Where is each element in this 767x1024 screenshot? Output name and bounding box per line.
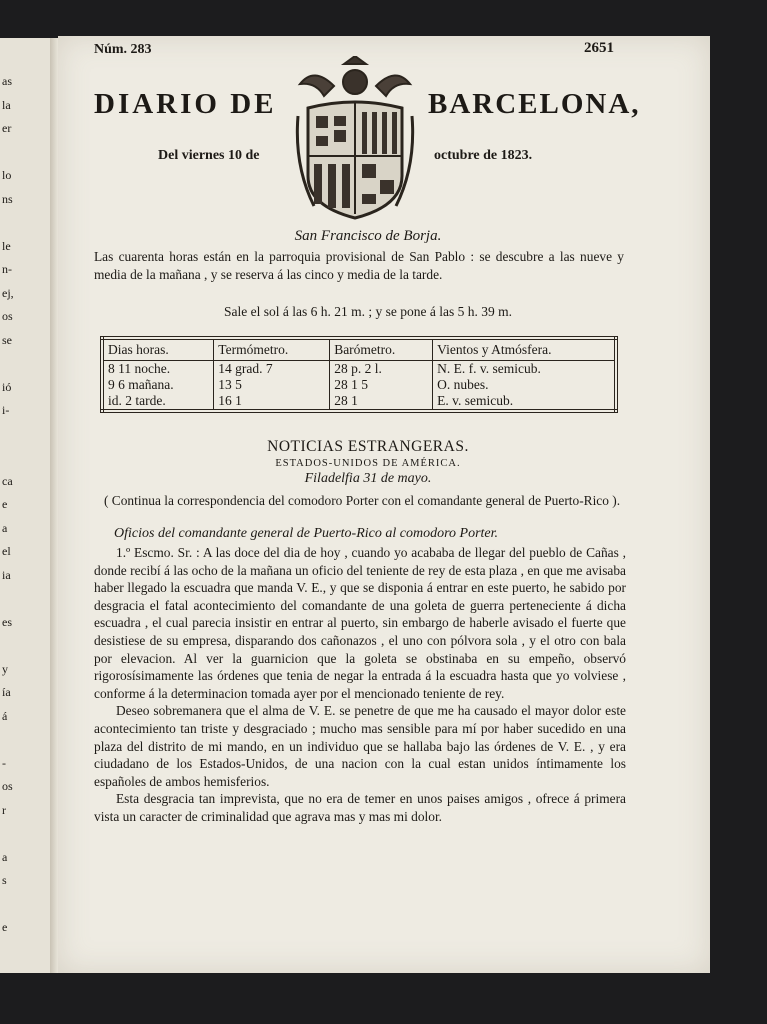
coat-of-arms-emblem	[294, 56, 416, 226]
article-paragraph: 1.º Escmo. Sr. : A las doce del dia de hoy , cuando yo acababa de llegar del pueblo de Cañas , donde recibí á las ocho de la mañana un oficio del teniente de rey de esta plaza , en que me avisaba haber llegado la escuadra que manda V. E., y que se disponia á entrar en este puerto, he sabido por desgracia el fatal acontecimiento del comandante de una goleta de guerra perteneciente á dicha escuadra , el cual parecia insistir en entrar al puerto, sin embargo de haberle avisado el fuerte que desistiese de su empresa, disparando dos cañonazos , el uno con pólvora sola , y el otro con bala por elevacion. Al ver la guarnicion que la goleta se obstinaba en su empeño, observó rigorosísimamente las órdenes que tenia de negar la entrada á la escuadra hasta que yo volviese , conforme á la determinacion tomada ayer por el mencionado teniente de rey.	[94, 545, 626, 701]
left-page-text-fragment: n-	[2, 262, 12, 276]
weather-col-winds: Vientos y Atmósfera.	[433, 338, 616, 361]
left-page-text-fragment: le	[2, 238, 11, 253]
left-page-text-fragment: e	[2, 920, 8, 934]
left-page-text-fragment: r	[2, 802, 6, 817]
date-line-right: octubre de 1823.	[434, 148, 533, 163]
table-cell: O. nubes.	[437, 377, 489, 392]
table-cell: E. v. semicub.	[437, 393, 514, 408]
left-page-text-fragment: er	[2, 121, 12, 135]
letters-subheading: Oficios del comandante general de Puerto-Rico al comodoro Porter.	[114, 526, 499, 541]
table-row	[102, 361, 616, 378]
masthead-title-right: BARCELONA,	[428, 88, 641, 120]
continuation-note: ( Continua la correspondencia del comodoro Porter con el comandante general de Puerto-Rico ).	[104, 493, 621, 508]
table-cell: 28 p. 2 l.	[330, 361, 433, 378]
news-dateline: Filadelfia 31 de mayo.	[304, 471, 432, 486]
devotion-notice: Las cuarenta horas están en la parroquia provisional de San Pablo : se descubre a las nueve y media de la mañana , y se reserva á las cinco y media de la tarde.	[94, 249, 624, 282]
left-page-text-fragment: el	[2, 544, 11, 558]
article-paragraph: Deseo sobremanera que el alma de V. E. se penetre de que me ha causado el mayor dolor este acontecimiento tan triste y desgraciado ; mucho mas sensible para mí por haber sucedido en una plaza del distrito de mi mando, en un individuo que se hallaba bajo las órdenes de V. E. , y era ciudadano de los Estados-Unidos, de una nacion con la cual estan unidos íntimamente los españoles de ambos hemisferios.	[94, 703, 626, 789]
left-page-text-fragment: ns	[2, 191, 13, 206]
article-paragraph: Esta desgracia tan imprevista, que no era de temer en unos paises amigos , ofrece á primera vista un caracter de criminalidad que agrava mas y mas mi dolor.	[94, 791, 626, 824]
left-page-text-fragment: ia	[2, 567, 11, 582]
left-page-text-fragment: -	[2, 755, 6, 770]
issue-number: Núm. 283	[94, 42, 152, 57]
table-cell: 16 1	[214, 393, 330, 411]
table-cell: N. E. f. v. semicub.	[437, 361, 541, 376]
weather-col-thermometer: Termómetro.	[214, 338, 330, 361]
table-cell: 28 1	[330, 393, 433, 411]
table-row	[102, 393, 616, 411]
table-cell: id. 2 tarde.	[102, 393, 214, 411]
left-page-text-fragment: la	[2, 97, 11, 112]
saint-of-day: San Francisco de Borja.	[294, 228, 442, 244]
left-page-text-fragment: a	[2, 520, 8, 535]
section-country: ESTADOS-UNIDOS DE AMÉRICA.	[275, 458, 461, 469]
left-page-text-fragment: es	[2, 614, 12, 629]
left-page-edge	[0, 38, 52, 973]
weather-col-barometer: Barómetro.	[330, 338, 433, 361]
masthead-title-left: DIARIO DE	[94, 88, 277, 120]
left-page-text-fragment: os	[2, 779, 13, 793]
left-page-text-fragment: lo	[2, 168, 12, 182]
page-number: 2651	[584, 40, 614, 56]
left-page-text-fragment: ió	[2, 379, 12, 394]
left-page-text-fragment: a	[2, 849, 8, 864]
table-cell: 9 6 mañana.	[102, 377, 214, 393]
table-cell: 14 grad. 7	[214, 361, 330, 378]
weather-table	[100, 336, 618, 413]
weather-col-days: Dias horas.	[102, 338, 214, 361]
section-title: NOTICIAS ESTRANGERAS.	[267, 438, 469, 455]
weather-header-row	[102, 338, 616, 361]
newspaper-page	[58, 36, 710, 973]
table-row	[102, 377, 616, 393]
left-page-text-fragment: i-	[2, 403, 10, 417]
left-page-text-fragment: y	[2, 661, 8, 676]
left-page-text-fragment: ej,	[2, 285, 14, 300]
date-line-left: Del viernes 10 de	[158, 148, 260, 163]
left-page-text-fragment: e	[2, 497, 8, 511]
table-cell: 13 5	[214, 377, 330, 393]
sunrise-sunset: Sale el sol á las 6 h. 21 m. ; y se pone á las 5 h. 39 m.	[224, 304, 512, 319]
table-cell: 28 1 5	[330, 377, 433, 393]
left-page-text-fragment: os	[2, 309, 13, 323]
table-cell: 8 11 noche.	[102, 361, 214, 378]
left-page-text-fragment: s	[2, 873, 7, 887]
left-page-text-fragment: á	[2, 708, 8, 723]
left-page-text-fragment: ía	[2, 685, 11, 699]
article-body	[94, 544, 626, 826]
left-page-text-fragment: ca	[2, 473, 13, 488]
left-page-text-fragment: se	[2, 332, 12, 347]
left-page-text-fragment: as	[2, 74, 12, 88]
